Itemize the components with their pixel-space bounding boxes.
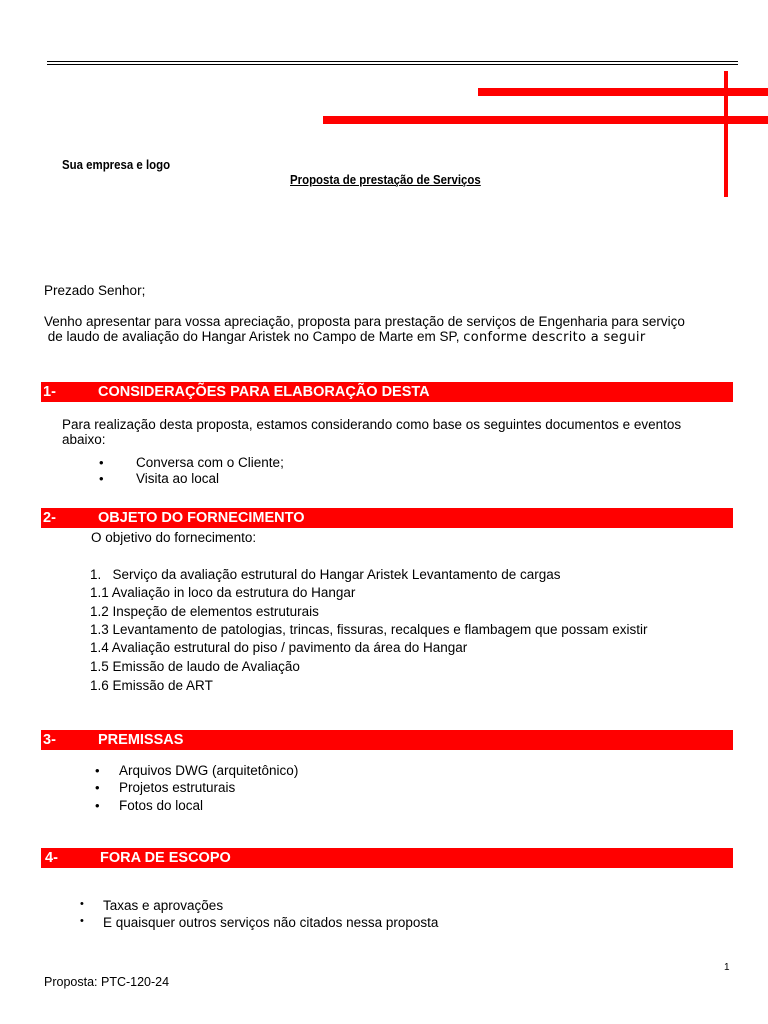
- section-2-text: O objetivo do fornecimento:: [91, 530, 257, 545]
- list-item: Visita ao local: [136, 471, 220, 486]
- bullet-icon: •: [99, 471, 104, 486]
- bullet-icon: •: [95, 798, 100, 813]
- intro-line-2-text: de laudo de avaliação do Hangar Aristek no Campo de Marte em SP,: [44, 329, 464, 344]
- section-1-header: [41, 382, 733, 402]
- bullet-icon: •: [80, 898, 84, 910]
- section-title: OBJETO DO FORNECIMENTO: [98, 510, 305, 526]
- red-bar-vertical: [724, 71, 728, 197]
- section-title: PREMISSAS: [98, 732, 184, 748]
- list-item: 1.4 Avaliação estrutural do piso / pavimento da área do Hangar: [90, 640, 468, 655]
- list-item: Projetos estruturais: [119, 780, 236, 795]
- intro-line-2: [44, 329, 645, 346]
- list-item: 1. Serviço da avaliação estrutural do Hangar Aristek Levantamento de cargas: [90, 567, 561, 582]
- list-item: 1.1 Avaliação in loco da estrutura do Hangar: [90, 585, 356, 600]
- greeting: Prezado Senhor;: [44, 283, 146, 298]
- company-logo-placeholder: Sua empresa e logo: [62, 157, 171, 172]
- document-title: Proposta de prestação de Serviços: [290, 172, 481, 187]
- list-item: Arquivos DWG (arquitetônico): [119, 763, 299, 778]
- list-item: Conversa com o Cliente;: [136, 455, 284, 470]
- page-number: 1: [724, 962, 730, 973]
- list-item: Fotos do local: [119, 798, 204, 813]
- list-item: 1.3 Levantamento de patologias, trincas, fissuras, recalques e flambagem que possam existir: [90, 622, 648, 637]
- bullet-icon: •: [95, 763, 100, 778]
- list-item: 1.5 Emissão de laudo de Avaliação: [90, 659, 300, 674]
- list-item: 1.2 Inspeção de elementos estruturais: [90, 604, 319, 619]
- bullet-icon: •: [95, 780, 100, 795]
- section-1-text-line-2: abaixo:: [62, 432, 106, 447]
- bullet-icon: •: [99, 455, 104, 470]
- section-number: 2-: [43, 510, 56, 526]
- footer-proposal-id: Proposta: PTC-120-24: [44, 975, 170, 989]
- header-rule-bottom: [47, 64, 738, 65]
- section-title: FORA DE ESCOPO: [100, 850, 231, 866]
- section-number: 1-: [43, 384, 56, 400]
- section-3-header: [41, 730, 733, 750]
- section-title: CONSIDERAÇÕES PARA ELABORAÇÃO DESTA: [98, 384, 430, 400]
- section-1-text-line-1: Para realização desta proposta, estamos considerando como base os seguintes documentos e eventos: [62, 417, 682, 432]
- section-2-header: [41, 508, 733, 528]
- bullet-icon: •: [80, 915, 84, 927]
- intro-line-2-tail: conforme descrito a seguir: [463, 330, 646, 345]
- section-4-header: [41, 848, 733, 868]
- header-rule-top: [47, 61, 738, 62]
- list-item: 1.6 Emissão de ART: [90, 678, 213, 693]
- list-item: Taxas e aprovações: [103, 898, 224, 913]
- red-bar-lower: [323, 116, 768, 124]
- list-item: E quaisquer outros serviços não citados nessa proposta: [103, 915, 439, 930]
- intro-line-1: Venho apresentar para vossa apreciação, proposta para prestação de serviços de Engenharia para serviço: [44, 314, 685, 329]
- section-number: 4-: [45, 850, 58, 866]
- section-number: 3-: [43, 732, 56, 748]
